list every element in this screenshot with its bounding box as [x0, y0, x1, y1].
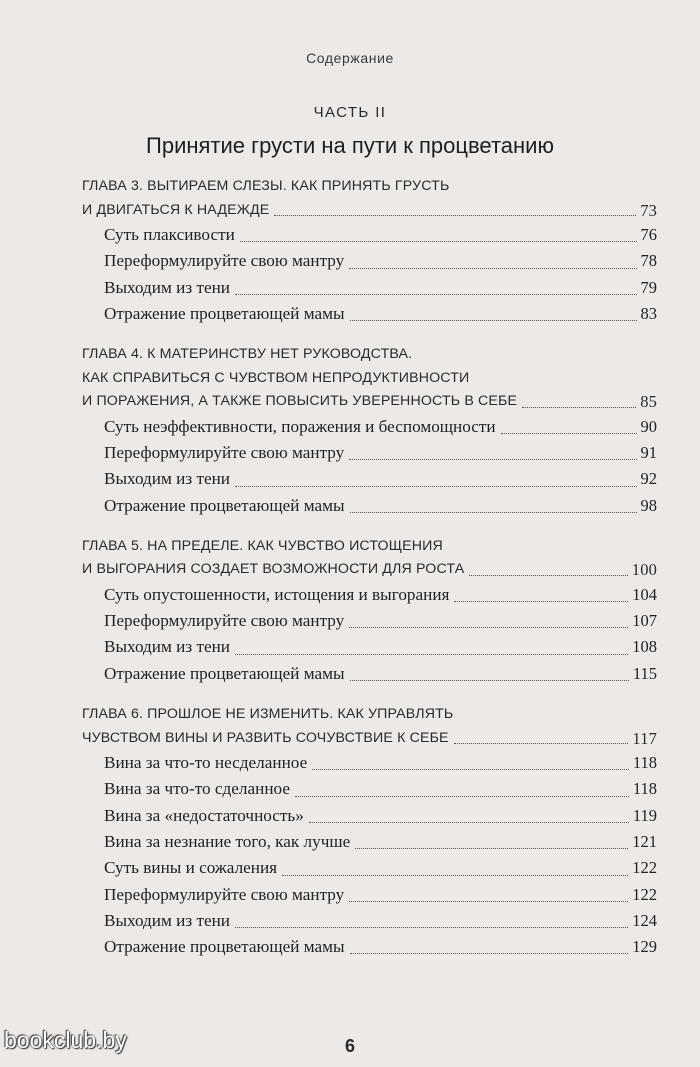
dot-leader — [469, 575, 627, 576]
chapter-title-text: ЧУВСТВОМ ВИНЫ И РАЗВИТЬ СОЧУВСТВИЕ К СЕБЕ — [82, 729, 449, 746]
dot-leader — [312, 769, 629, 770]
entry-title: Суть неэффективности, поражения и беспомощности — [104, 416, 496, 436]
chapter-title-text: И ПОРАЖЕНИЯ, А ТАКЖЕ ПОВЫСИТЬ УВЕРЕННОСТЬ В СЕБЕ — [82, 393, 518, 410]
entry-page-number: 107 — [632, 611, 657, 631]
entry-page-number: 83 — [640, 303, 657, 323]
entry-title: Отражение процветающей мамы — [104, 663, 345, 683]
chapter-5-title-line-1: ГЛАВА 5. НА ПРЕДЕЛЕ. КАК ЧУВСТВО ИСТОЩЕНИЯ — [82, 537, 443, 554]
entry-page-number: 104 — [632, 584, 657, 604]
chapter-5-title-line-2[interactable] — [82, 558, 657, 582]
chapter-4 — [82, 343, 657, 519]
entry-page-number: 119 — [632, 805, 657, 825]
part-title: Принятие грусти на пути к процветанию — [146, 133, 554, 158]
chapter-6-page-number: 117 — [632, 728, 657, 748]
entry-title: Переформулируйте свою мантру — [104, 442, 345, 462]
entry-page-number: 92 — [640, 469, 657, 489]
entry-page-number: 118 — [632, 753, 657, 773]
dot-leader — [295, 796, 629, 797]
chapter-3-page-number: 73 — [640, 200, 657, 220]
dot-leader — [454, 601, 628, 602]
entry-page-number: 78 — [640, 251, 657, 271]
entry-title: Переформулируйте свою мантру — [104, 251, 345, 271]
entry-title: Суть опустошенности, истощения и выгорания — [104, 584, 450, 604]
dot-leader — [235, 654, 628, 655]
toc-entry[interactable] — [82, 440, 657, 466]
entry-page-number: 115 — [632, 663, 657, 683]
page-folio: 6 — [344, 1036, 355, 1056]
toc-entry[interactable] — [82, 750, 657, 776]
entry-page-number: 118 — [632, 779, 657, 799]
entry-title: Выходим из тени — [104, 637, 230, 657]
site-watermark: bookclub.by — [4, 1027, 127, 1053]
table-of-contents — [82, 175, 657, 976]
entry-title: Вина за что-то несделанное — [104, 753, 308, 773]
entry-title: Вина за незнание того, как лучше — [104, 831, 351, 851]
entry-page-number: 129 — [632, 937, 657, 957]
entry-page-number: 90 — [640, 416, 657, 436]
entry-page-number: 79 — [640, 277, 657, 297]
dot-leader — [350, 320, 637, 321]
entry-title: Отражение процветающей мамы — [104, 937, 345, 957]
entry-title: Отражение процветающей мамы — [104, 303, 345, 323]
dot-leader — [274, 215, 636, 216]
chapter-4-page-number: 85 — [640, 392, 657, 412]
part-label: ЧАСТЬ II — [313, 104, 387, 121]
entry-title: Суть плаксивости — [104, 225, 235, 244]
toc-entry[interactable] — [82, 776, 657, 802]
entry-page-number: 98 — [640, 495, 657, 515]
toc-entry[interactable] — [82, 882, 657, 908]
chapter-3-title-line-1: ГЛАВА 3. ВЫТИРАЕМ СЛЕЗЫ. КАК ПРИНЯТЬ ГРУСТЬ — [82, 178, 450, 194]
entry-page-number: 124 — [632, 910, 657, 930]
chapter-3 — [82, 175, 657, 327]
dot-leader — [235, 294, 637, 295]
dot-leader — [235, 486, 637, 487]
chapter-4-title-line-2: КАК СПРАВИТЬСЯ С ЧУВСТВОМ НЕПРОДУКТИВНОСТИ — [82, 369, 470, 386]
toc-entry[interactable] — [82, 634, 657, 660]
entry-page-number: 108 — [632, 637, 657, 657]
running-header: Содержание — [306, 50, 394, 66]
entry-page-number: 122 — [632, 884, 657, 904]
toc-entry[interactable] — [82, 908, 657, 934]
chapter-6-title-line-1: ГЛАВА 6. ПРОШЛОЕ НЕ ИЗМЕНИТЬ. КАК УПРАВЛЯТЬ — [82, 706, 454, 723]
chapter-4-title-line-3[interactable] — [82, 390, 657, 414]
dot-leader — [501, 433, 637, 434]
dot-leader — [235, 927, 628, 928]
chapter-3-title-line-2[interactable] — [82, 199, 657, 223]
dot-leader — [350, 512, 637, 513]
dot-leader — [240, 241, 637, 242]
entry-page-number: 91 — [640, 442, 657, 462]
entry-title: Переформулируйте свою мантру — [104, 611, 345, 631]
dot-leader — [282, 875, 628, 876]
entry-title: Вина за «недостаточность» — [104, 805, 304, 825]
toc-entry[interactable] — [82, 661, 657, 687]
entry-title: Суть вины и сожаления — [104, 858, 278, 878]
entry-page-number: 121 — [632, 831, 657, 851]
entry-title: Выходим из тени — [104, 910, 230, 930]
toc-entry[interactable] — [82, 222, 657, 248]
entry-title: Переформулируйте свою мантру — [104, 884, 345, 904]
toc-entry[interactable] — [82, 414, 657, 440]
chapter-title-text: И ДВИГАТЬСЯ К НАДЕЖДЕ — [82, 201, 270, 218]
entry-title: Вина за что-то сделанное — [104, 779, 290, 799]
dot-leader — [355, 848, 628, 849]
toc-entry[interactable] — [82, 829, 657, 855]
toc-entry[interactable] — [82, 608, 657, 634]
entry-title: Отражение процветающей мамы — [104, 495, 345, 515]
entry-title: Выходим из тени — [104, 469, 230, 489]
toc-entry[interactable] — [82, 803, 657, 829]
toc-entry[interactable] — [82, 934, 657, 960]
toc-entry[interactable] — [82, 466, 657, 492]
chapter-6 — [82, 703, 657, 960]
toc-entry[interactable] — [82, 582, 657, 608]
dot-leader — [309, 822, 629, 823]
entry-page-number: 76 — [640, 225, 657, 244]
toc-entry[interactable] — [82, 248, 657, 274]
entry-page-number: 122 — [632, 858, 657, 878]
dot-leader — [349, 901, 628, 902]
chapter-5-page-number: 100 — [631, 560, 657, 580]
dot-leader — [349, 268, 636, 269]
chapter-5 — [82, 535, 657, 687]
dot-leader — [350, 680, 629, 681]
dot-leader — [349, 459, 636, 460]
chapter-4-title-line-1: ГЛАВА 4. К МАТЕРИНСТВУ НЕТ РУКОВОДСТВА. — [82, 346, 413, 363]
dot-leader — [349, 627, 628, 628]
chapter-title-text: И ВЫГОРАНИЯ СОЗДАЕТ ВОЗМОЖНОСТИ ДЛЯ РОСТА — [82, 561, 465, 578]
dot-leader — [350, 953, 629, 954]
toc-entry[interactable] — [82, 493, 657, 519]
toc-entry[interactable] — [82, 301, 657, 327]
toc-entry[interactable] — [82, 275, 657, 301]
dot-leader — [454, 743, 629, 744]
entry-title: Выходим из тени — [104, 277, 230, 297]
dot-leader — [522, 407, 636, 408]
toc-entry[interactable] — [82, 855, 657, 881]
chapter-6-title-line-2[interactable] — [82, 727, 657, 751]
